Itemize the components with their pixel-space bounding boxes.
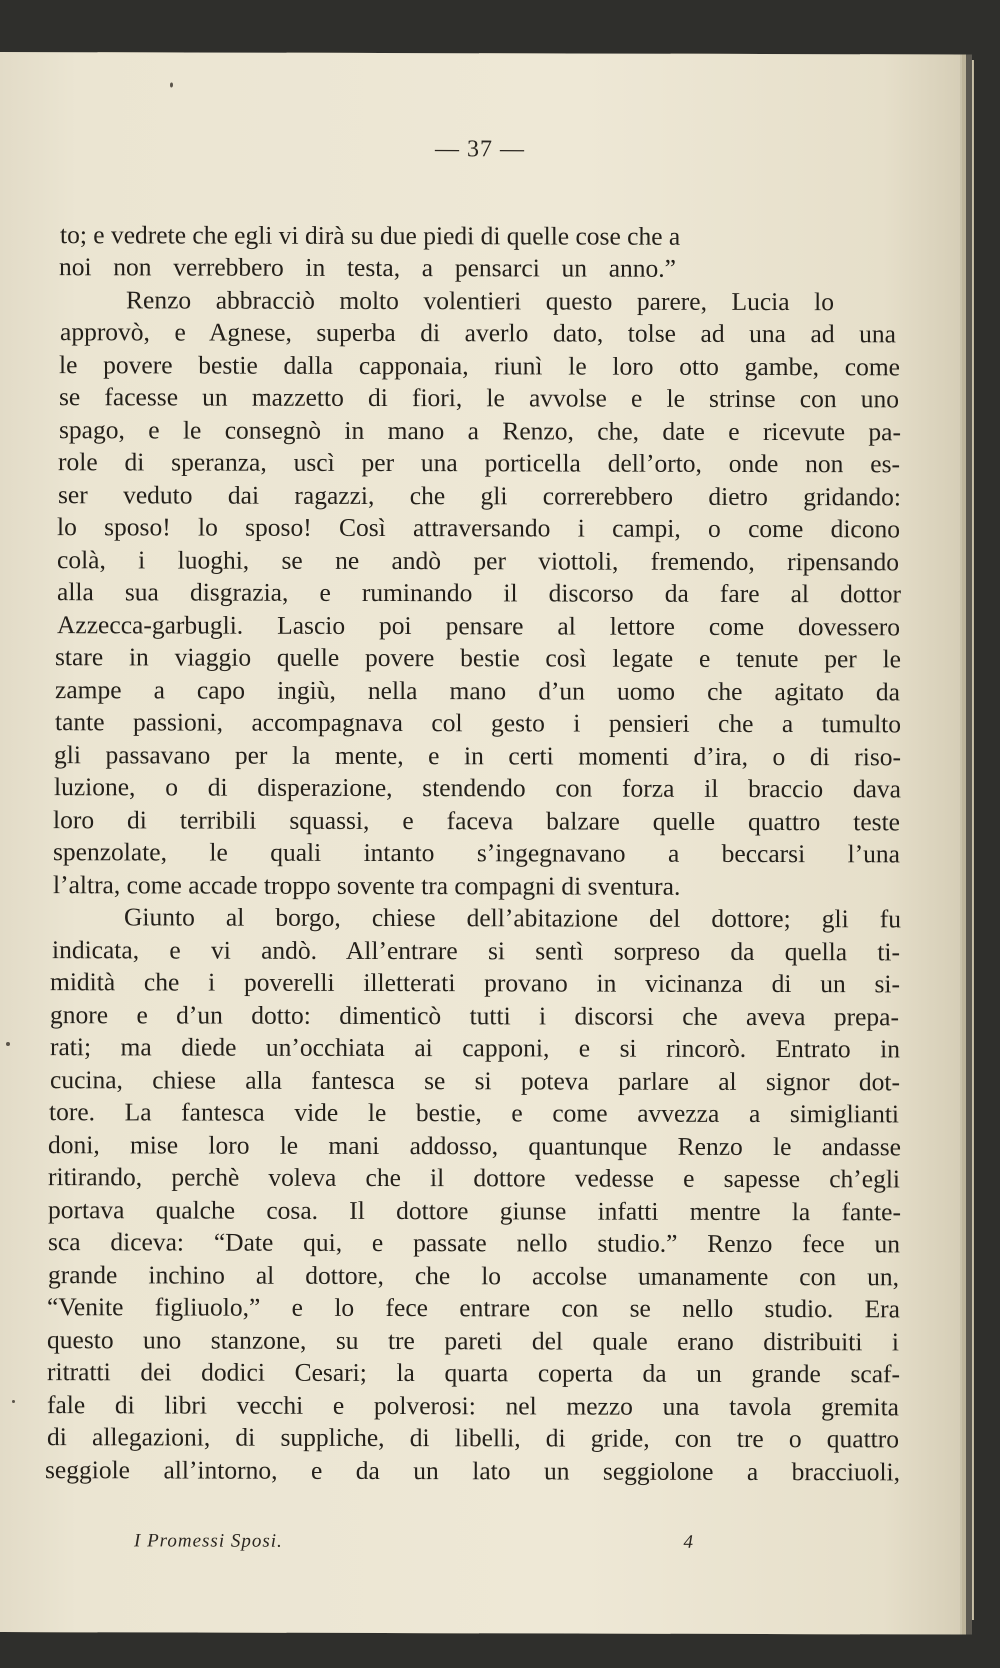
text-line: di allegazioni, di suppliche, di libelli, di gride, con tre o quattro xyxy=(47,1422,899,1454)
text-line: ritirando, perchè voleva che il dottore vedesse e sapesse ch’egli xyxy=(48,1162,900,1194)
text-line: tore. La fantesca vide le bestie, e come avvezza a simiglianti xyxy=(49,1097,899,1129)
text-line: stare in viaggio quelle povere bestie così legate e tenute per le xyxy=(55,642,901,674)
text-line: alla sua disgrazia, e ruminando il discorso da fare al dottor xyxy=(57,577,901,609)
text-line: le povere bestie dalla capponaia, riunì le loro otto gambe, come xyxy=(59,350,900,382)
text-line: loro di terribili squassi, e faceva balzare quelle quattro teste xyxy=(53,805,900,837)
page-number: — 37 — xyxy=(435,136,525,163)
body-text xyxy=(0,218,960,1487)
text-line: to; e vedrete che egli vi dirà su due piedi di quelle cose che a xyxy=(60,220,681,251)
text-line: role di speranza, uscì per una porticella dell’orto, onde non es- xyxy=(58,447,900,479)
text-line: spenzolate, le quali intanto s’ingegnavano a beccarsi l’una xyxy=(53,837,900,869)
text-line: “Venite figliuolo,” e lo fece entrare con se nello studio. Era xyxy=(47,1292,900,1324)
paper-speck xyxy=(170,82,173,87)
text-line: gnore e d’un dotto: dimenticò tutti i discorsi che aveva prepa- xyxy=(50,1000,899,1032)
text-line: questo uno stanzone, su tre pareti del quale erano distribuiti i xyxy=(47,1325,899,1357)
paper-speck xyxy=(12,1400,15,1403)
text-line: tante passioni, accompagnava col gesto i pensieri che a tumulto xyxy=(55,707,901,739)
text-line: indicata, e vi andò. All’entrare si sentì sorpreso da quella ti- xyxy=(52,935,900,967)
text-line: seggiole all’intorno, e da un lato un seggiolone a bracciuoli, xyxy=(45,1455,900,1487)
page-footer xyxy=(134,1530,694,1553)
signature-title: I Promessi Sposi. xyxy=(134,1530,283,1552)
text-line: Renzo abbracciò molto volentieri questo parere, Lucia lo xyxy=(126,285,834,317)
text-line: gli passavano per la mente, e in certi momenti d’ira, o di riso- xyxy=(54,740,901,772)
text-line: portava qualche cosa. Il dottore giunse infatti mentre la fante- xyxy=(48,1195,901,1227)
text-line: ser veduto dai ragazzi, che gli correrebbero dietro gridando: xyxy=(58,480,901,512)
page-edge xyxy=(960,60,974,1620)
text-line: l’altra, come accade troppo sovente tra compagni di sventura. xyxy=(53,870,681,901)
text-line: se facesse un mazzetto di fiori, le avvolse e le strinse con uno xyxy=(59,382,899,414)
text-line: spago, e le consegnò in mano a Renzo, che, date e ricevute pa- xyxy=(59,415,901,447)
signature-number: 4 xyxy=(683,1531,694,1553)
text-line: sca diceva: “Date qui, e passate nello studio.” Renzo fece un xyxy=(48,1227,900,1259)
text-line: grande inchino al dottore, che lo accolse umanamente con un, xyxy=(48,1260,899,1292)
text-line: doni, mise loro le mani addosso, quantunque Renzo le andasse xyxy=(48,1130,901,1162)
text-line: rati; ma diede un’occhiata ai capponi, e si rincorò. Entrato in xyxy=(50,1032,900,1064)
text-line: lo sposo! lo sposo! Così attraversando i campi, o come dicono xyxy=(57,512,900,544)
text-line: zampe a capo ingiù, nella mano d’un uomo che agitato da xyxy=(55,675,900,707)
text-line: ritratti dei dodici Cesari; la quarta coperta da un grande scaf- xyxy=(47,1357,900,1389)
text-line: cucina, chiese alla fantesca se si poteva parlare al signor dot- xyxy=(50,1065,900,1097)
text-line: luzione, o di disperazione, stendendo con forza il braccio dava xyxy=(54,772,901,804)
text-line: Giunto al borgo, chiese dell’abitazione del dottore; gli fu xyxy=(124,902,901,934)
book-page xyxy=(0,52,960,1635)
text-line: midità che i poverelli illetterati provano in vicinanza di un si- xyxy=(50,967,900,999)
text-line: Azzecca-garbugli. Lascio poi pensare al lettore come dovessero xyxy=(57,610,900,642)
text-line: noi non verrebbero in testa, a pensarci un anno.” xyxy=(59,252,676,283)
text-line: fale di libri vecchi e polverosi: nel mezzo una tavola gremita xyxy=(47,1390,899,1422)
paper-speck xyxy=(6,1042,10,1046)
text-line: approvò, e Agnese, superba di averlo dato, tolse ad una ad una xyxy=(60,317,896,349)
text-line: colà, i luoghi, se ne andò per viottoli, fremendo, ripensando xyxy=(57,545,899,577)
